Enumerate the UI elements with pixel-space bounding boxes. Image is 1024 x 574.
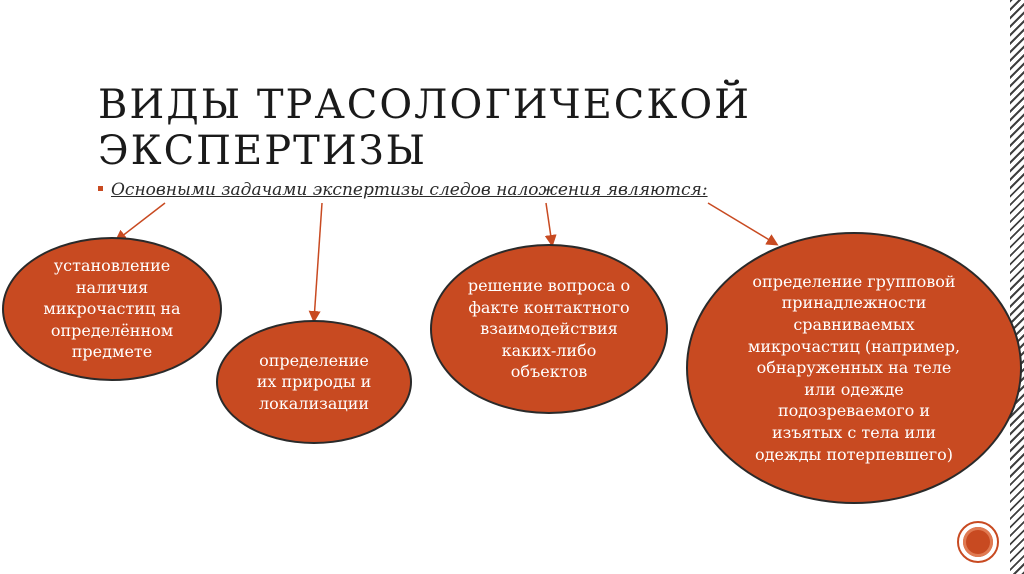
arrow-to-node-2 <box>314 203 322 320</box>
node-ellipse-1 <box>2 237 222 381</box>
node-text-4: определение групповой принадлежности сравниваемых микрочастиц (например, обнаруженных на теле или одежде подозреваемого и изъятых с тела или одежды потерпевшего) <box>747 271 961 464</box>
arrow-to-node-1 <box>117 203 165 240</box>
node-ellipse-4 <box>686 232 1022 504</box>
node-ellipse-3 <box>430 244 668 414</box>
node-text-2: определение их природы и локализации <box>256 350 372 413</box>
node-text-3: решение вопроса о факте контактного взаимодействия каких-либо объектов <box>467 276 631 382</box>
subtitle: Основными задачами экспертизы следов наложения являются: <box>111 180 708 200</box>
circle-button-inner <box>963 527 993 557</box>
slide-title: ВИДЫ ТРАСОЛОГИЧЕСКОЙ ЭКСПЕРТИЗЫ <box>98 82 752 174</box>
node-text-1: установление наличия микрочастиц на определённом предмете <box>43 256 181 362</box>
node-ellipse-2 <box>216 320 412 444</box>
circle-button-icon[interactable] <box>957 521 999 563</box>
arrow-to-node-3 <box>546 203 552 244</box>
arrow-to-node-4 <box>708 203 776 244</box>
